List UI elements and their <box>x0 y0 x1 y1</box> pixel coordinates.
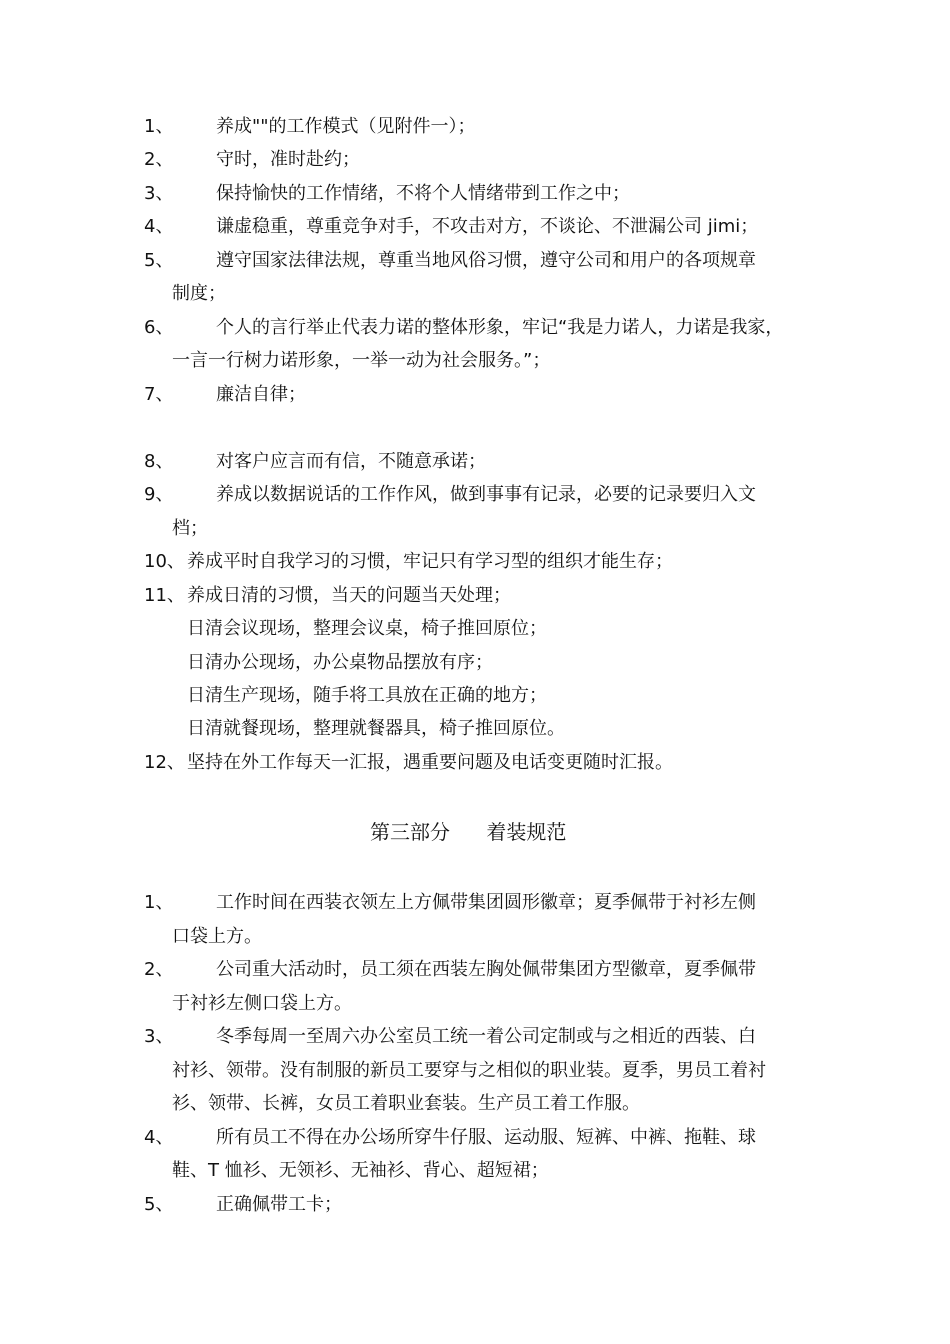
daily-clear-item: 日清会议现场，整理会议桌，椅子推回原位； <box>187 618 547 639</box>
rule-number: 4、 <box>144 216 174 237</box>
rule-text: 个人的言行举止代表力诺的整体形象，牢记“我是力诺人，力诺是我家， <box>216 317 784 338</box>
rule-number: 5、 <box>144 1194 174 1215</box>
daily-clear-item: 日清就餐现场，整理就餐器具，椅子推回原位。 <box>187 718 565 739</box>
rule-text: 公司重大活动时，员工须在西装左胸处佩带集团方型徽章，夏季佩带 <box>216 959 756 980</box>
rule-number: 9、 <box>144 484 174 505</box>
section-title: 着装规范 <box>486 820 567 844</box>
rule-number: 8、 <box>144 451 174 472</box>
rule-text: 养成""的工作模式（见附件一）； <box>216 116 476 137</box>
rule-continuation: 鞋、T 恤衫、无领衫、无袖衫、背心、超短裙； <box>172 1160 549 1181</box>
rule-text: 工作时间在西装衣领左上方佩带集团圆形徽章；夏季佩带于衬衫左侧 <box>216 892 756 913</box>
rule-number: 1、 <box>144 116 174 137</box>
rule-text: 正确佩带工卡； <box>216 1194 342 1215</box>
rule-number: 3、 <box>144 1026 174 1047</box>
rule-text: 养成日清的习惯，当天的问题当天处理； <box>187 585 511 606</box>
rule-continuation: 于衬衫左侧口袋上方。 <box>172 993 352 1014</box>
rule-text: 谦虚稳重，尊重竞争对手，不攻击对方，不谈论、不泄漏公司 jimi； <box>216 216 759 237</box>
rule-text: 守时，准时赴约； <box>216 149 360 170</box>
rule-number: 11、 <box>144 585 185 606</box>
rule-text: 坚持在外工作每天一汇报，遇重要问题及电话变更随时汇报。 <box>187 752 673 773</box>
rule-continuation: 口袋上方。 <box>172 926 262 947</box>
rule-text: 冬季每周一至周六办公室员工统一着公司定制或与之相近的西装、白 <box>216 1026 756 1047</box>
rule-continuation: 衫、领带、长裤，女员工着职业套装。生产员工着工作服。 <box>172 1093 640 1114</box>
rule-number: 6、 <box>144 317 174 338</box>
rule-continuation: 衬衫、领带。没有制服的新员工要穿与之相似的职业装。夏季，男员工着衬 <box>172 1060 766 1081</box>
rule-number: 1、 <box>144 892 174 913</box>
rule-text: 所有员工不得在办公场所穿牛仔服、运动服、短裤、中裤、拖鞋、球 <box>216 1127 756 1148</box>
rule-number: 2、 <box>144 149 174 170</box>
daily-clear-item: 日清办公现场，办公桌物品摆放有序； <box>187 652 493 673</box>
rule-number: 5、 <box>144 250 174 271</box>
section-part-label: 第三部分 <box>370 820 450 844</box>
rule-number: 7、 <box>144 384 174 405</box>
rule-continuation: 档； <box>172 518 208 539</box>
rule-number: 2、 <box>144 959 174 980</box>
rule-number: 12、 <box>144 752 185 773</box>
rule-continuation: 制度； <box>172 283 226 304</box>
rule-text: 廉洁自律； <box>216 384 306 405</box>
rule-text: 遵守国家法律法规，尊重当地风俗习惯，遵守公司和用户的各项规章 <box>216 250 756 271</box>
rule-text: 保持愉快的工作情绪，不将个人情绪带到工作之中； <box>216 183 630 204</box>
rule-text: 养成平时自我学习的习惯，牢记只有学习型的组织才能生存； <box>187 551 673 572</box>
section-heading <box>370 820 566 844</box>
rule-number: 4、 <box>144 1127 174 1148</box>
rule-continuation: 一言一行树力诺形象，一举一动为社会服务。”； <box>172 350 551 371</box>
rule-number: 10、 <box>144 551 185 572</box>
rule-text: 养成以数据说话的工作作风，做到事事有记录，必要的记录要归入文 <box>216 484 756 505</box>
rule-text: 对客户应言而有信，不随意承诺； <box>216 451 486 472</box>
daily-clear-item: 日清生产现场，随手将工具放在正确的地方； <box>187 685 547 706</box>
rule-number: 3、 <box>144 183 174 204</box>
